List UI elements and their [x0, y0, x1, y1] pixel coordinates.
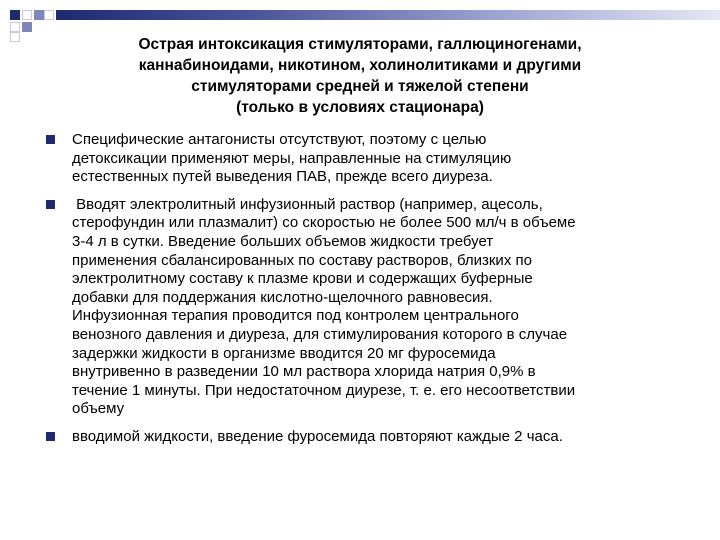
- bullet-line: объему: [72, 400, 125, 418]
- corner-square-icon: [10, 22, 20, 32]
- title-line: каннабиноидами, никотином, холинолитиками и другими: [138, 57, 582, 74]
- corner-square-icon: [44, 10, 54, 20]
- corner-square-icon: [22, 10, 32, 20]
- corner-square-icon: [34, 10, 44, 20]
- bullet-line: венозного давления и диуреза, для стимулирования которого в случае: [72, 325, 568, 343]
- bullet-text: [72, 428, 686, 447]
- header-gradient-bar: [56, 10, 720, 20]
- bullet-line: естественных путей выведения ПАВ, прежде всего диуреза.: [72, 168, 493, 186]
- bullet-line: течение 1 минуты. При недостаточном диурезе, т. е. его несоответствии: [72, 381, 576, 399]
- bullet-item: [46, 131, 686, 187]
- bullet-line: вводимой жидкости, введение фуросемида повторяют каждые 2 часа.: [72, 427, 563, 445]
- bullet-line: стерофундин или плазмалит) со скоростью не более 500 мл/ч в объеме: [72, 214, 576, 232]
- bullet-line: добавки для поддержания кислотно-щелочного равновесия.: [72, 288, 493, 306]
- title-line: стимуляторами средней и тяжелой степени: [191, 78, 529, 95]
- bullet-line: Инфузионная терапия проводится под контролем центрального: [72, 307, 519, 325]
- square-bullet-icon: [46, 135, 55, 144]
- bullet-text: [72, 131, 686, 187]
- bullet-line: Специфические антагонисты отсутствуют, поэтому с целью: [72, 131, 487, 148]
- bullet-text: [72, 196, 686, 419]
- slide-title: [60, 34, 660, 118]
- title-line: Острая интоксикация стимуляторами, галлюциногенами,: [138, 36, 582, 53]
- title-line: (только в условиях стационара): [236, 99, 484, 116]
- bullet-line: применения сбалансированных по составу растворов, близких по: [72, 251, 532, 269]
- bullet-line: Вводят электролитный инфузионный раствор (например, ацесоль,: [72, 195, 543, 213]
- square-bullet-icon: [46, 200, 55, 209]
- corner-square-icon: [22, 22, 32, 32]
- bullet-line: детоксикации применяют меры, направленные на стимуляцию: [72, 149, 512, 167]
- slide-body: [46, 131, 686, 456]
- bullet-item: [46, 428, 686, 447]
- bullet-line: 3-4 л в сутки. Введение больших объемов жидкости требует: [72, 232, 494, 250]
- square-bullet-icon: [46, 432, 55, 441]
- bullet-line: внутривенно в разведении 10 мл раствора хлорида натрия 0,9% в: [72, 363, 536, 381]
- bullet-item: [46, 196, 686, 419]
- corner-square-icon: [10, 32, 20, 42]
- bullet-line: задержки жидкости в организме вводится 20 мг фуросемида: [72, 344, 496, 362]
- bullet-line: электролитному составу к плазме крови и содержащих буферные: [72, 270, 533, 288]
- corner-square-icon: [10, 10, 20, 20]
